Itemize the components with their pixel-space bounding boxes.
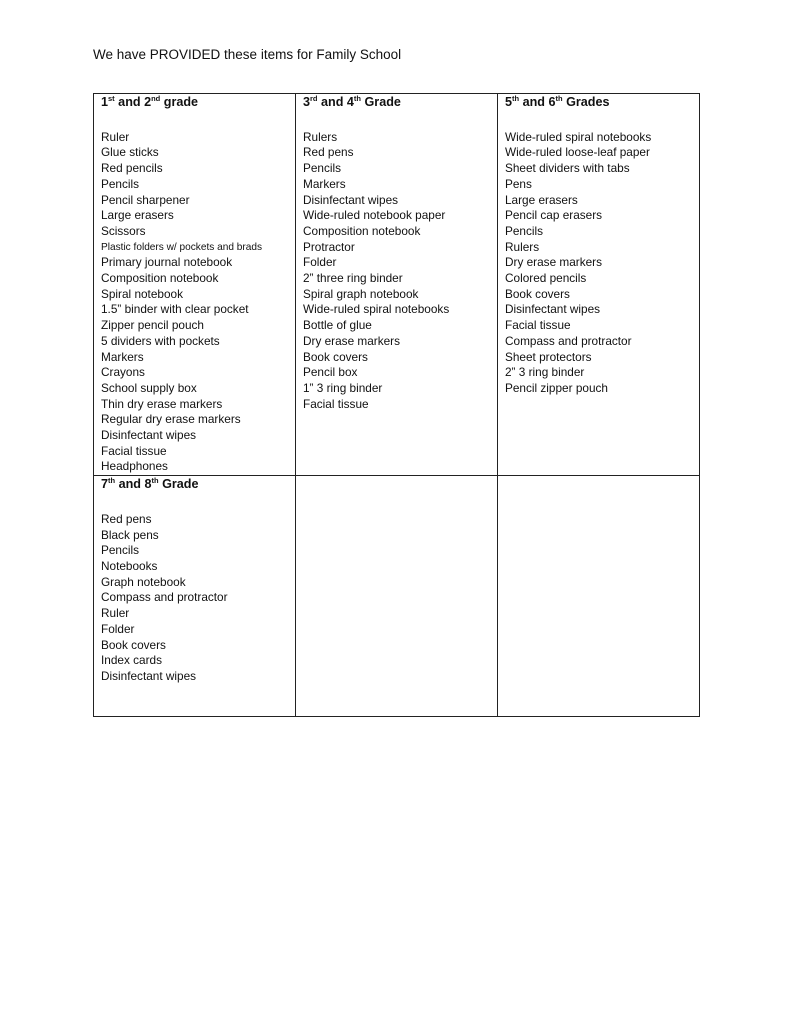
list-item: Dry erase markers: [505, 255, 603, 270]
list-item: Compass and protractor: [505, 333, 632, 348]
list-item: Colored pencils: [505, 271, 587, 286]
list-item: Wide-ruled spiral notebooks: [505, 129, 652, 144]
list-item: Composition notebook: [101, 271, 219, 286]
list-item: Facial tissue: [303, 396, 369, 411]
list-item: Pens: [505, 176, 532, 191]
table-row: [94, 94, 700, 476]
list-item: Rulers: [505, 239, 540, 254]
list-item: Headphones: [101, 459, 168, 474]
list-item: Folder: [303, 255, 337, 270]
list-item: Ruler: [101, 129, 130, 144]
list-item: 2” three ring binder: [303, 271, 403, 286]
empty-cell: [498, 476, 700, 717]
list-item: Spiral graph notebook: [303, 286, 419, 301]
grade-heading: 3rd and 4th Grade: [303, 94, 401, 109]
list-item: Red pens: [303, 145, 354, 160]
list-item: Pencils: [101, 543, 140, 558]
list-item: Black pens: [101, 527, 159, 542]
list-item: Sheet protectors: [505, 349, 592, 364]
list-item: Large erasers: [101, 208, 174, 223]
list-item: Spiral notebook: [101, 286, 183, 301]
list-item: Scissors: [101, 223, 146, 238]
list-item: Red pencils: [101, 161, 163, 176]
list-item: Wide-ruled spiral notebooks: [303, 302, 450, 317]
list-item: Markers: [101, 349, 144, 364]
list-item: Thin dry erase markers: [101, 396, 223, 411]
grade-cell-5-6: [498, 94, 700, 476]
grade-cell-3-4: [296, 94, 498, 476]
list-item: Book covers: [303, 349, 368, 364]
list-item: Pencil sharpener: [101, 192, 190, 207]
list-item: Facial tissue: [505, 318, 571, 333]
empty-cell: [296, 476, 498, 717]
list-item: Index cards: [101, 653, 162, 668]
list-item: 1” 3 ring binder: [303, 380, 383, 395]
grade-cell-7-8: [94, 476, 296, 717]
page-title: We have PROVIDED these items for Family School: [93, 47, 402, 62]
supply-list: [101, 130, 295, 475]
list-item: Plastic folders w/ pockets and brads: [101, 241, 263, 253]
list-item: Graph notebook: [101, 574, 186, 589]
list-item: Ruler: [101, 606, 130, 621]
list-item: Book covers: [101, 637, 166, 652]
list-item: Notebooks: [101, 558, 158, 573]
list-item: Sheet dividers with tabs: [505, 161, 630, 176]
list-item: Facial tissue: [101, 443, 167, 458]
supply-list: [505, 130, 699, 397]
list-item: Zipper pencil pouch: [101, 318, 204, 333]
list-item: Pencil cap erasers: [505, 208, 603, 223]
list-item: Pencil box: [303, 365, 358, 380]
list-item: Disinfectant wipes: [505, 302, 601, 317]
list-item: Disinfectant wipes: [101, 428, 197, 443]
grade-heading: 1st and 2nd grade: [101, 94, 199, 109]
list-item: Composition notebook: [303, 223, 421, 238]
grade-cell-1-2: [94, 94, 296, 476]
list-item: Wide-ruled loose-leaf paper: [505, 145, 650, 160]
list-item: 2” 3 ring binder: [505, 365, 585, 380]
list-item: Protractor: [303, 239, 355, 254]
list-item: Disinfectant wipes: [101, 668, 197, 683]
list-item: Primary journal notebook: [101, 255, 233, 270]
list-item: Markers: [303, 176, 346, 191]
list-item: School supply box: [101, 380, 197, 395]
list-item: Compass and protractor: [101, 590, 228, 605]
grade-heading: 7th and 8th Grade: [101, 476, 199, 492]
list-item: Crayons: [101, 365, 145, 380]
list-item: Folder: [101, 621, 135, 636]
list-item: Pencils: [505, 223, 544, 238]
grade-heading: 5th and 6th Grades: [505, 94, 610, 109]
list-item: Glue sticks: [101, 145, 159, 160]
list-item: Wide-ruled notebook paper: [303, 208, 446, 223]
list-item: Dry erase markers: [303, 333, 401, 348]
list-item: Large erasers: [505, 192, 578, 207]
list-item: Red pens: [101, 511, 152, 526]
list-item: Regular dry erase markers: [101, 412, 241, 427]
list-item: 5 dividers with pockets: [101, 333, 220, 348]
list-item: Disinfectant wipes: [303, 192, 399, 207]
supply-table: [93, 93, 700, 717]
list-item: Rulers: [303, 129, 338, 144]
list-item: 1.5” binder with clear pocket: [101, 302, 249, 317]
list-item: Pencils: [101, 176, 140, 191]
supply-list: [101, 512, 295, 685]
table-row: [94, 476, 700, 717]
list-item: Pencil zipper pouch: [505, 380, 608, 395]
list-item: Pencils: [303, 161, 342, 176]
list-item: Book covers: [505, 286, 570, 301]
supply-list: [303, 130, 497, 413]
list-item: Bottle of glue: [303, 318, 372, 333]
